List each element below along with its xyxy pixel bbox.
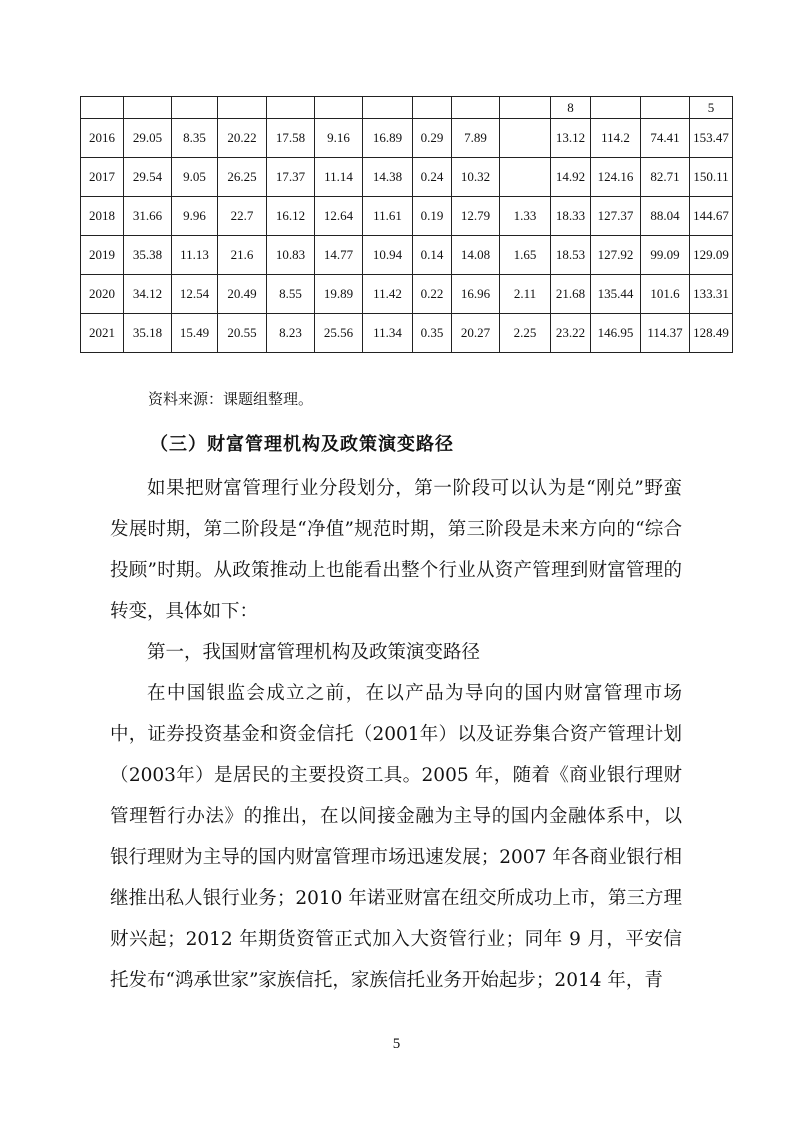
- table-cell: 129.09: [690, 236, 733, 275]
- table-cell: 2.25: [500, 314, 551, 353]
- table-cell: 12.64: [315, 197, 363, 236]
- table-cell: 82.71: [641, 158, 690, 197]
- table-cell: 10.32: [452, 158, 500, 197]
- table-cell: 135.44: [591, 275, 641, 314]
- table-cell: 127.37: [591, 197, 641, 236]
- table-cell: 31.66: [124, 197, 172, 236]
- table-cell: 14.38: [363, 158, 413, 197]
- table-row: [81, 275, 733, 314]
- table-cell: 12.54: [172, 275, 218, 314]
- table-cell: 25.56: [315, 314, 363, 353]
- table-cell: 114.37: [641, 314, 690, 353]
- table-cell: [500, 158, 551, 197]
- table-cell: [500, 97, 551, 119]
- table-cell: [641, 97, 690, 119]
- table-cell: 26.25: [218, 158, 267, 197]
- body-text: [110, 468, 682, 1001]
- table-cell: 20.27: [452, 314, 500, 353]
- table-cell: 114.2: [591, 119, 641, 158]
- table-year-cell: 2019: [81, 236, 124, 275]
- table-cell: 9.96: [172, 197, 218, 236]
- table-cell: 20.55: [218, 314, 267, 353]
- table-cell: 35.38: [124, 236, 172, 275]
- table-cell: 0.29: [413, 119, 452, 158]
- table-cell: 21.68: [551, 275, 591, 314]
- table-row: [81, 158, 733, 197]
- table-cell: 29.05: [124, 119, 172, 158]
- table-year-cell: 2018: [81, 197, 124, 236]
- table-row: [81, 119, 733, 158]
- table-cell: 124.16: [591, 158, 641, 197]
- source-note: 资料来源：课题组整理。: [148, 390, 314, 408]
- table-cell: 16.89: [363, 119, 413, 158]
- paragraph-history: 在中国银监会成立之前，在以产品为导向的国内财富管理市场中，证券投资基金和资金信托（2001年）以及证券集合资产管理计划（2003年）是居民的主要投资工具。2005 年，随着《商业银行理财管理暂行办法》的推出，在以间接金融为主导的国内金融体系中，以银行理财为主导的国内财富管理市场迅速发展；2007 年各商业银行相继推出私人银行业务；2010 年诺亚财富在纽交所成功上市，第三方理财兴起；2012 年期货资管正式加入大资管行业；同年 9 月，平安信托发布“鸿承世家”家族信托，家族信托业务开始起步；2014 年，青: [110, 683, 682, 991]
- table-cell: 11.13: [172, 236, 218, 275]
- table-cell: 127.92: [591, 236, 641, 275]
- table-cell: 11.61: [363, 197, 413, 236]
- table-cell: 74.41: [641, 119, 690, 158]
- table-cell: 128.49: [690, 314, 733, 353]
- table-cell: [315, 97, 363, 119]
- table-cell: 8.23: [267, 314, 315, 353]
- table-cell: 22.7: [218, 197, 267, 236]
- table-year-cell: 2017: [81, 158, 124, 197]
- table-cell: [218, 97, 267, 119]
- table-cell: 1.33: [500, 197, 551, 236]
- table-cell: [452, 97, 500, 119]
- table-row: [81, 97, 733, 119]
- table-cell: 9.05: [172, 158, 218, 197]
- table-cell: 101.6: [641, 275, 690, 314]
- table-cell: 19.89: [315, 275, 363, 314]
- table-cell: 14.92: [551, 158, 591, 197]
- table-cell: 13.12: [551, 119, 591, 158]
- table-cell: 21.6: [218, 236, 267, 275]
- page-number: 5: [392, 1036, 401, 1052]
- table-cell: 17.37: [267, 158, 315, 197]
- table-cell: 12.79: [452, 197, 500, 236]
- table-cell: 133.31: [690, 275, 733, 314]
- table-cell: 35.18: [124, 314, 172, 353]
- table-body: [81, 97, 733, 353]
- table-cell: 0.22: [413, 275, 452, 314]
- paragraph-intro: 如果把财富管理行业分段划分，第一阶段可以认为是“刚兑”野蛮发展时期，第二阶段是“净值”规范时期，第三阶段是未来方向的“综合投顾”时期。从政策推动上也能看出整个行业从资产管理到财富管理的转变，具体如下：: [110, 478, 682, 622]
- table-cell: 1.65: [500, 236, 551, 275]
- table-row: [81, 197, 733, 236]
- table-cell: 15.49: [172, 314, 218, 353]
- data-table: [80, 96, 733, 353]
- table-cell: 10.83: [267, 236, 315, 275]
- table-cell: 88.04: [641, 197, 690, 236]
- table-cell: [267, 97, 315, 119]
- table-cell: 20.22: [218, 119, 267, 158]
- table-cell: 5: [690, 97, 733, 119]
- table-cell: 153.47: [690, 119, 733, 158]
- table-cell: 11.14: [315, 158, 363, 197]
- table-cell: [81, 97, 124, 119]
- table-cell: 8.35: [172, 119, 218, 158]
- table-cell: 8.55: [267, 275, 315, 314]
- table-year-cell: 2020: [81, 275, 124, 314]
- table-cell: 0.14: [413, 236, 452, 275]
- table-cell: 14.08: [452, 236, 500, 275]
- table-cell: 20.49: [218, 275, 267, 314]
- table-year-cell: 2016: [81, 119, 124, 158]
- table-cell: [172, 97, 218, 119]
- table-cell: 16.12: [267, 197, 315, 236]
- table-cell: [591, 97, 641, 119]
- table-cell: 16.96: [452, 275, 500, 314]
- table-cell: 11.34: [363, 314, 413, 353]
- table-cell: 34.12: [124, 275, 172, 314]
- table-cell: 9.16: [315, 119, 363, 158]
- table-cell: [124, 97, 172, 119]
- table-cell: 144.67: [690, 197, 733, 236]
- table-cell: 10.94: [363, 236, 413, 275]
- table-cell: 17.58: [267, 119, 315, 158]
- section-heading: （三）财富管理机构及政策演变路径: [150, 434, 454, 455]
- table-row: [81, 236, 733, 275]
- table-cell: [363, 97, 413, 119]
- table-cell: 11.42: [363, 275, 413, 314]
- table-cell: 18.53: [551, 236, 591, 275]
- table-cell: 18.33: [551, 197, 591, 236]
- table-cell: 146.95: [591, 314, 641, 353]
- table-cell: 0.24: [413, 158, 452, 197]
- table-cell: 0.19: [413, 197, 452, 236]
- table-cell: 0.35: [413, 314, 452, 353]
- table-cell: [413, 97, 452, 119]
- paragraph-subheading: 第一，我国财富管理机构及政策演变路径: [147, 642, 481, 663]
- table-cell: 2.11: [500, 275, 551, 314]
- table-row: [81, 314, 733, 353]
- table-cell: [500, 119, 551, 158]
- table-cell: 150.11: [690, 158, 733, 197]
- table-cell: 99.09: [641, 236, 690, 275]
- table-cell: 23.22: [551, 314, 591, 353]
- table-cell: 7.89: [452, 119, 500, 158]
- table-cell: 29.54: [124, 158, 172, 197]
- table-year-cell: 2021: [81, 314, 124, 353]
- table-cell: 14.77: [315, 236, 363, 275]
- table-cell: 8: [551, 97, 591, 119]
